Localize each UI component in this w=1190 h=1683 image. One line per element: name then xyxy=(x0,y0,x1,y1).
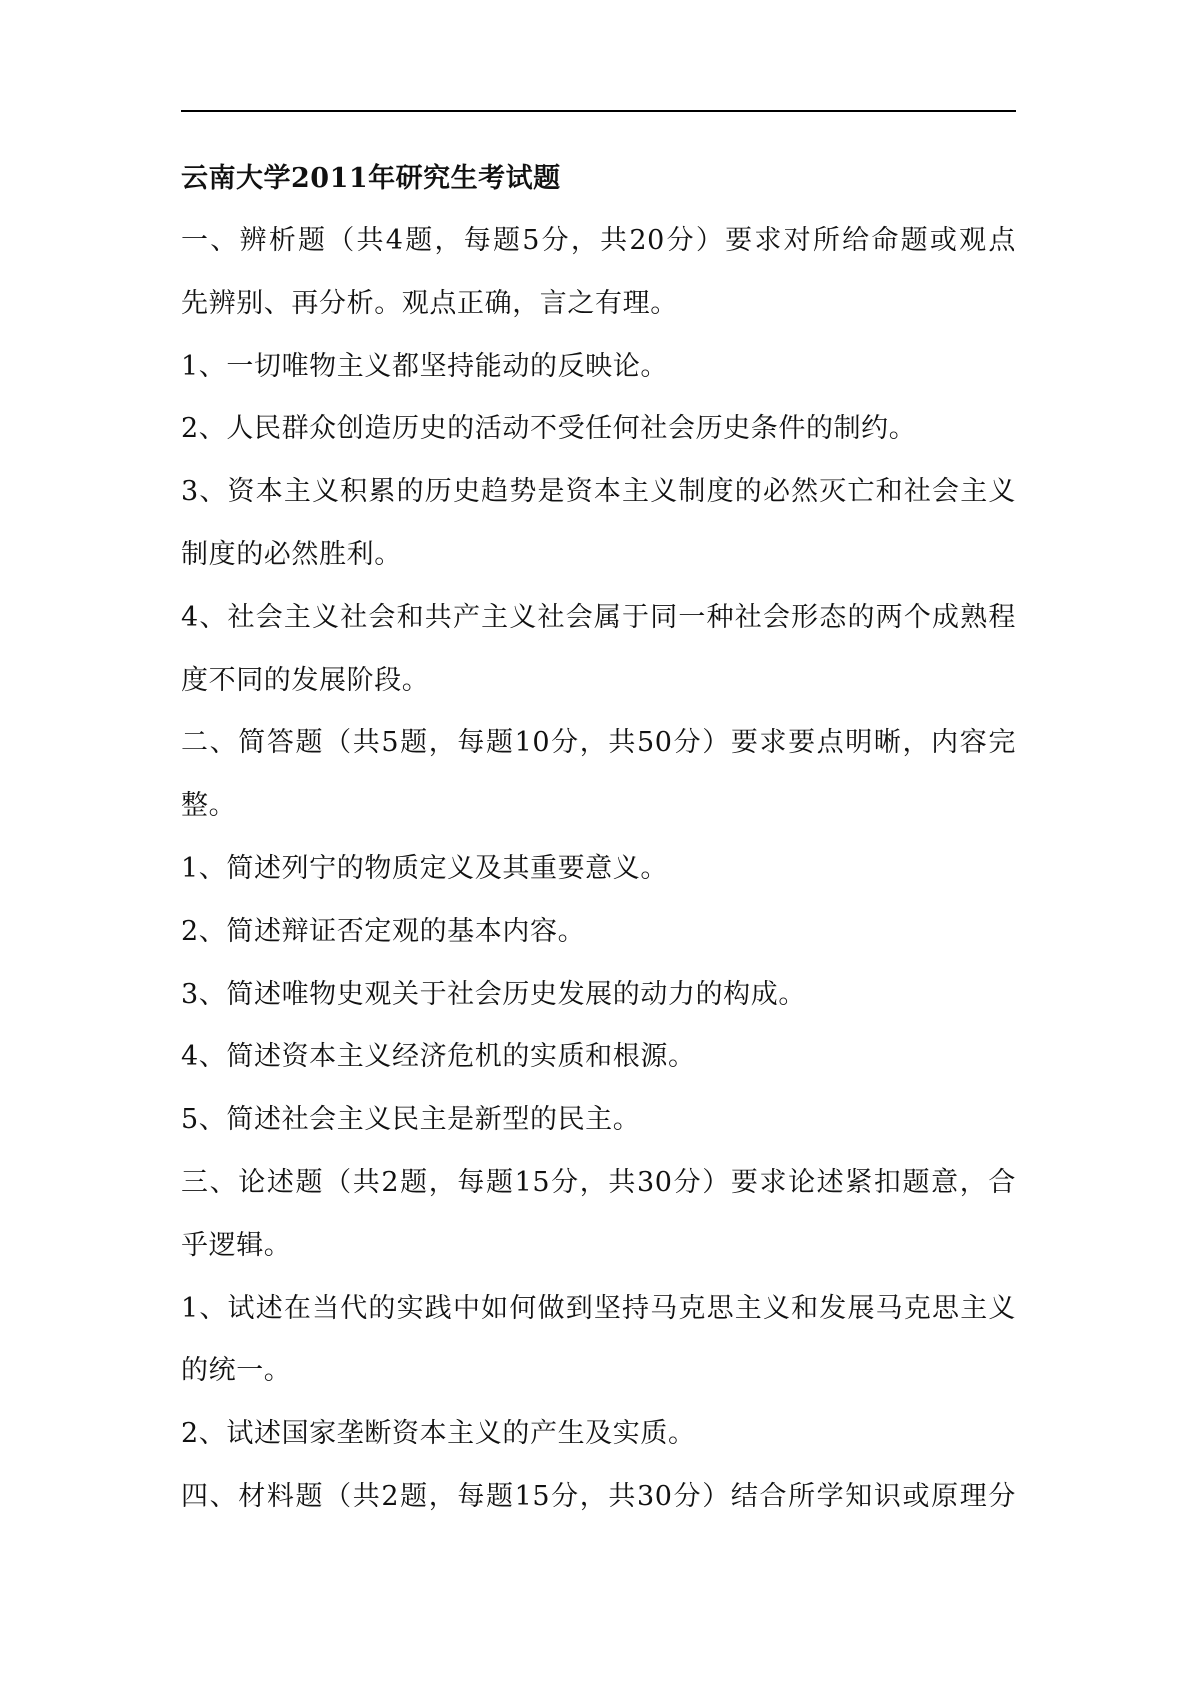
question-line: 1、一切唯物主义都坚持能动的反映论。 xyxy=(181,350,668,382)
section-heading-line: 整。 xyxy=(181,790,237,822)
section-material xyxy=(181,1466,1016,1529)
question-line: 1、试述在当代的实践中如何做到坚持马克思主义和发展马克思主义 xyxy=(181,1292,1016,1324)
question-line: 制度的必然胜利。 xyxy=(181,538,402,570)
question-line: 3、资本主义积累的历史趋势是资本主义制度的必然灭亡和社会主义 xyxy=(181,476,1016,508)
question-line: 的统一。 xyxy=(181,1355,292,1387)
question-line: 4、社会主义社会和共产主义社会属于同一种社会形态的两个成熟程 xyxy=(181,601,1016,633)
question-line: 4、简述资本主义经济危机的实质和根源。 xyxy=(181,1041,696,1073)
section-heading-line: 四、材料题（共2题，每题15分，共30分）结合所学知识或原理分 xyxy=(181,1480,1016,1512)
section-heading-line: 一、辨析题（共4题，每题5分，共20分）要求对所给命题或观点 xyxy=(181,225,1016,256)
question-line: 2、试述国家垄断资本主义的产生及实质。 xyxy=(181,1418,696,1450)
section-discrimination xyxy=(181,210,1016,712)
section-essay xyxy=(181,1152,1016,1466)
section-heading-line: 先辨别、再分析。观点正确，言之有理。 xyxy=(181,287,678,319)
section-heading-line: 乎逻辑。 xyxy=(181,1229,292,1261)
section-short-answer xyxy=(181,712,1016,1152)
section-heading-line: 二、简答题（共5题，每题10分，共50分）要求要点明晰，内容完 xyxy=(181,727,1016,759)
section-heading-line: 三、论述题（共2题，每题15分，共30分）要求论述紧扣题意，合 xyxy=(181,1166,1016,1198)
question-line: 2、人民群众创造历史的活动不受任何社会历史条件的制约。 xyxy=(181,413,917,445)
question-line: 2、简述辩证否定观的基本内容。 xyxy=(181,915,586,947)
question-line: 1、简述列宁的物质定义及其重要意义。 xyxy=(181,852,668,884)
question-line: 5、简述社会主义民主是新型的民主。 xyxy=(181,1104,641,1136)
header-rule xyxy=(181,110,1016,112)
question-line: 3、简述唯物史观关于社会历史发展的动力的构成。 xyxy=(181,978,806,1010)
exam-content xyxy=(181,148,1016,1529)
question-line: 度不同的发展阶段。 xyxy=(181,664,430,696)
exam-title: 云南大学2011年研究生考试题 xyxy=(181,163,561,194)
